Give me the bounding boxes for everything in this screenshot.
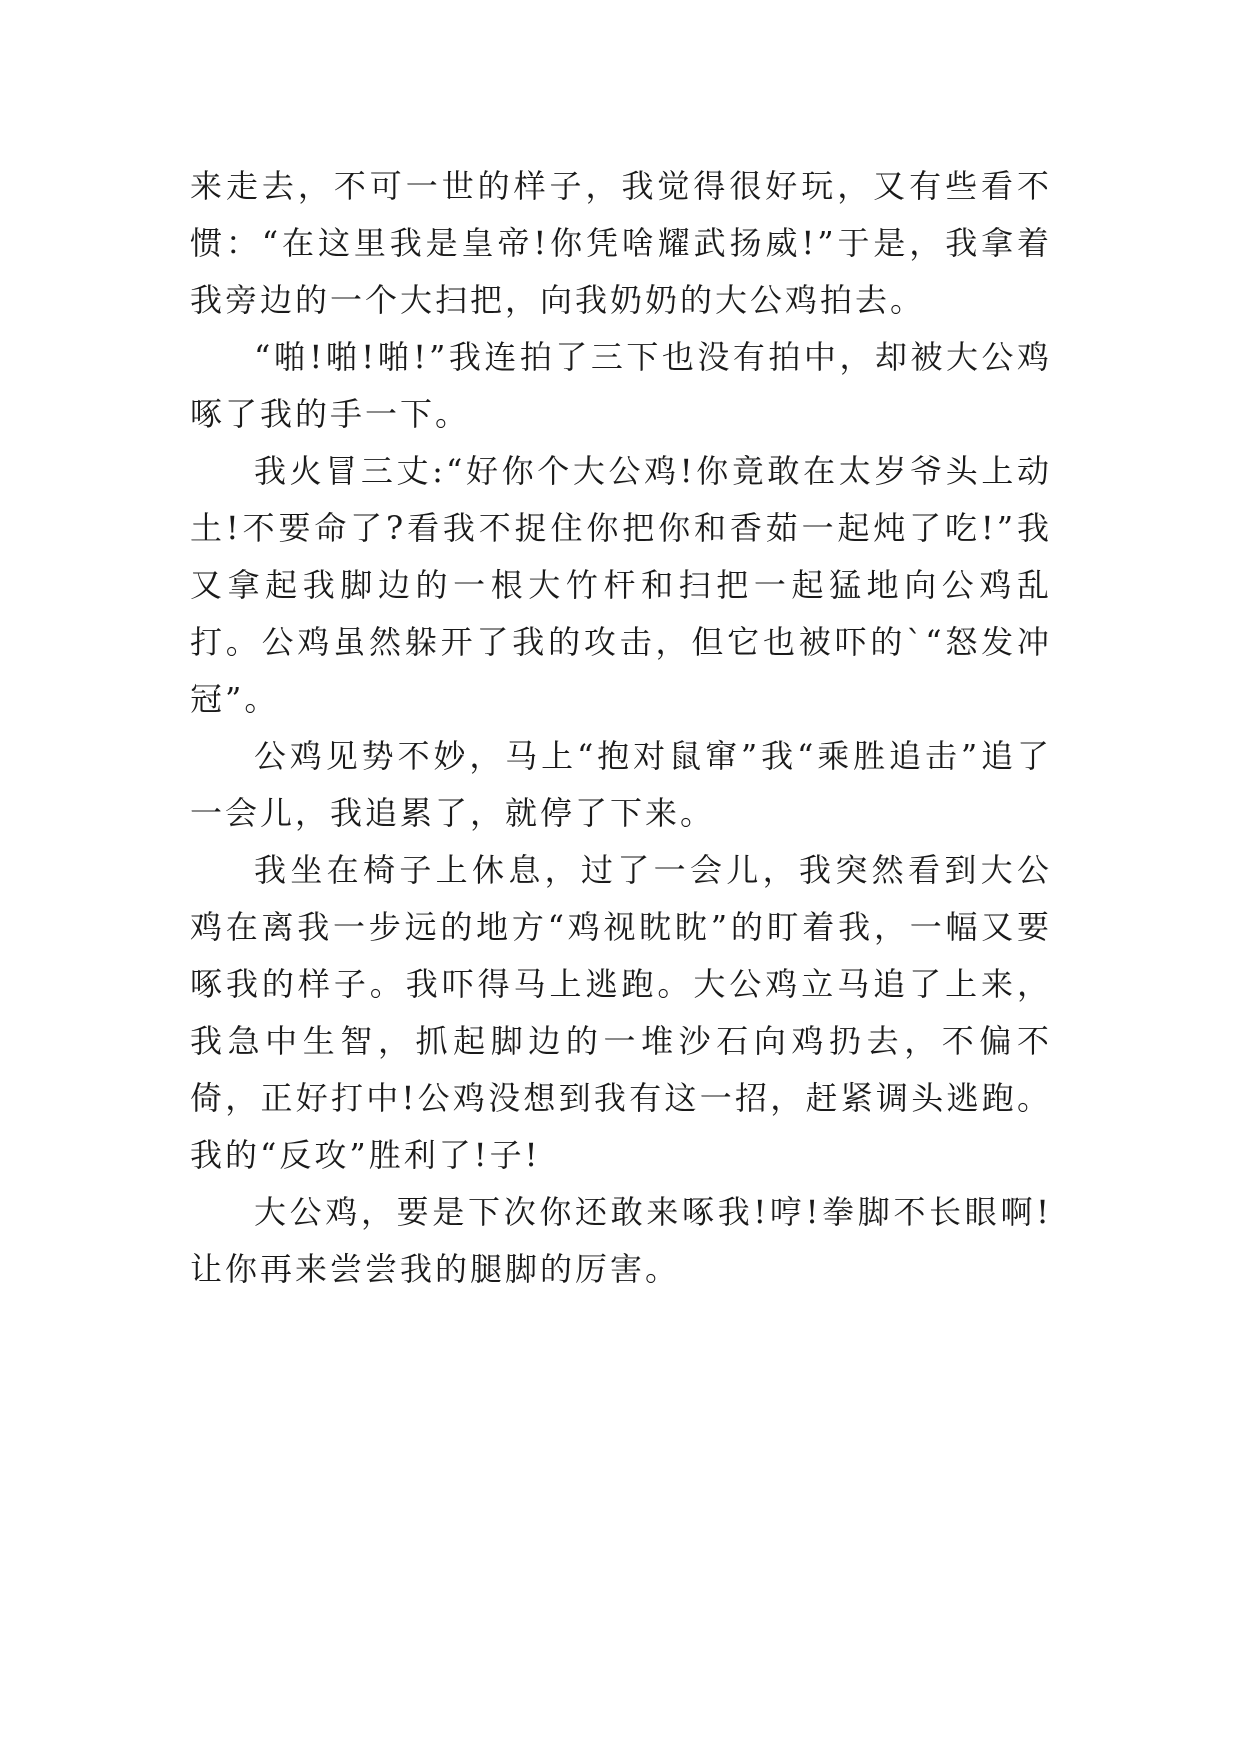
paragraph-3: 我火冒三丈:“好你个大公鸡!你竟敢在太岁爷头上动土!不要命了?看我不捉住你把你和香茹一起炖了吃!”我又拿起我脚边的一根大竹杆和扫把一起猛地向公鸡乱打。公鸡虽然躲开了我的攻击，但它也被吓的`“怒发冲冠”。 xyxy=(190,452,1052,718)
paragraph-1: 来走去，不可一世的样子，我觉得很好玩，又有些看不惯：“在这里我是皇帝!你凭啥耀武扬威!”于是，我拿着我旁边的一个大扫把，向我奶奶的大公鸡拍去。 xyxy=(190,167,1052,319)
paragraph-6: 大公鸡，要是下次你还敢来啄我!哼!拳脚不长眼啊!让你再来尝尝我的腿脚的厉害。 xyxy=(190,1193,1052,1288)
document-body xyxy=(190,158,1052,1298)
paragraph-5: 我坐在椅子上休息，过了一会儿，我突然看到大公鸡在离我一步远的地方“鸡视眈眈”的盯着我，一幅又要啄我的样子。我吓得马上逃跑。大公鸡立马追了上来，我急中生智，抓起脚边的一堆沙石向鸡扔去，不偏不倚，正好打中!公鸡没想到我有这一招，赶紧调头逃跑。我的“反攻”胜利了!子! xyxy=(190,851,1052,1174)
paragraph-4: 公鸡见势不妙，马上“抱对鼠窜”我“乘胜追击”追了一会儿，我追累了，就停了下来。 xyxy=(190,737,1052,832)
paragraph-2: “啪!啪!啪!”我连拍了三下也没有拍中，却被大公鸡啄了我的手一下。 xyxy=(190,338,1052,433)
